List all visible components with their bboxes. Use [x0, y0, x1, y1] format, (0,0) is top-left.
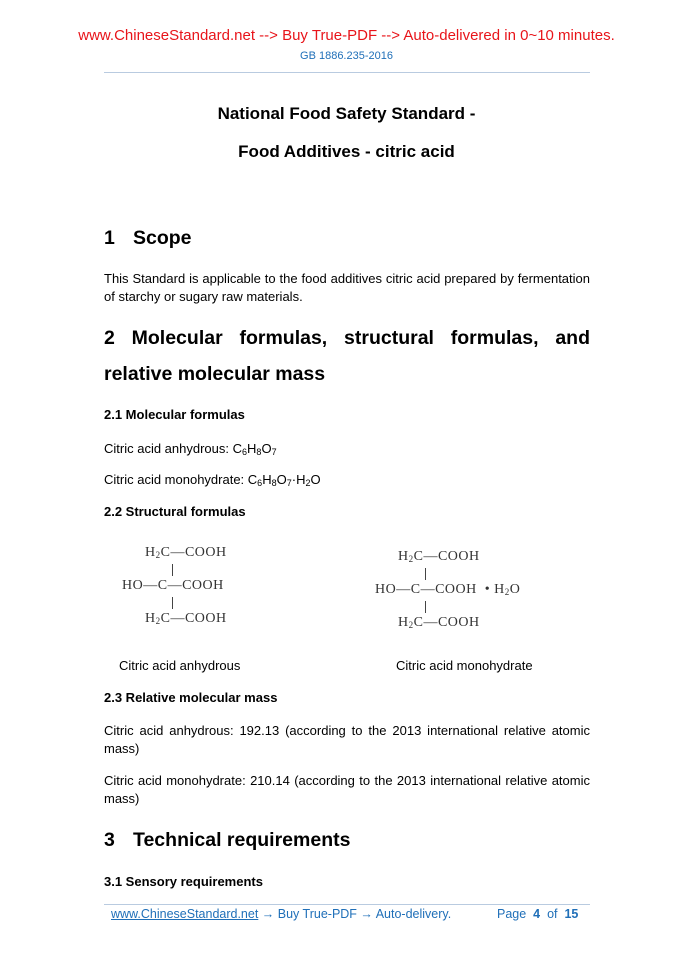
section-number: 2 [104, 327, 115, 349]
heading-word: structural [344, 327, 434, 349]
bond-line [425, 568, 426, 580]
footer-divider [104, 904, 590, 905]
section-number: 1 [104, 227, 115, 249]
formula-anhydrous: Citric acid anhydrous: $C_6H_8O_7$ [104, 441, 277, 457]
bond-line [425, 601, 426, 613]
footer-text: → Buy True-PDF → Auto-delivery. [258, 907, 452, 921]
structure-row-top: $H_2C—COOH$ [145, 545, 227, 560]
subsection-2-2-heading: 2.2 Structural formulas [104, 504, 246, 519]
header-divider [104, 72, 590, 73]
structure-row-middle: HO—C—COOH • $H_2O$ [375, 582, 521, 597]
section-number: 3 [104, 829, 115, 851]
heading-word: and [555, 327, 590, 349]
bond-line [172, 564, 173, 576]
bond-line [172, 597, 173, 609]
hydrate-part: • $H_2O$ [484, 582, 521, 597]
structure-monohydrate [375, 549, 575, 639]
page-label: Page [497, 907, 527, 921]
of-label: of [547, 907, 558, 921]
mass-monohydrate: Citric acid monohydrate: 210.14 (according to the 2013 international relative atomic mass) [104, 773, 590, 806]
document-id: GB 1886.235-2016 [300, 50, 393, 62]
scope-paragraph: This Standard is applicable to the food additives citric acid prepared by fermentation of starchy or sugary raw materials. [104, 271, 590, 304]
section-3-heading [104, 829, 350, 852]
caption-anhydrous: Citric acid anhydrous [119, 658, 241, 673]
section-2-heading [104, 327, 590, 350]
structure-row-bottom: $H_2C—COOH$ [398, 615, 480, 630]
section-2-heading-line-2: relative molecular mass [104, 363, 326, 385]
top-banner[interactable]: www.ChineseStandard.net --> Buy True-PDF --> Auto-delivered in 0~10 minutes. [78, 27, 615, 44]
title-line-2: Food Additives - citric acid [238, 142, 455, 161]
section-title: Technical requirements [133, 829, 351, 851]
subsection-3-1-heading: 3.1 Sensory requirements [104, 874, 263, 889]
structure-anhydrous [122, 545, 262, 635]
heading-word: Molecular [131, 327, 223, 349]
structure-row-top: $H_2C—COOH$ [398, 549, 480, 564]
section-1-heading [104, 227, 192, 250]
page-total: 15 [564, 907, 579, 921]
subsection-2-1-heading: 2.1 Molecular formulas [104, 407, 245, 422]
heading-word: formulas, [239, 327, 328, 349]
structure-row-bottom: $H_2C—COOH$ [145, 611, 227, 626]
formula-label: Citric acid monohydrate: [104, 472, 248, 487]
subsection-2-3-heading: 2.3 Relative molecular mass [104, 690, 278, 705]
title-line-1: National Food Safety Standard - [217, 104, 476, 123]
formula-label: Citric acid anhydrous: [104, 441, 233, 456]
footer-link-group [111, 907, 451, 921]
page-number: 4 [533, 907, 541, 921]
heading-word: formulas, [450, 327, 539, 349]
formula-monohydrate: Citric acid monohydrate: $C_6H_8O_7\cdot H_2O$ [104, 472, 321, 488]
structure-row-middle: HO—C—COOH [122, 578, 224, 593]
footer-link[interactable]: www.ChineseStandard.net [111, 907, 259, 921]
caption-monohydrate: Citric acid monohydrate [396, 658, 533, 673]
page-indicator [497, 907, 578, 921]
section-title: Scope [133, 227, 192, 249]
mass-anhydrous: Citric acid anhydrous: 192.13 (according to the 2013 international relative atomic mass) [104, 723, 590, 756]
